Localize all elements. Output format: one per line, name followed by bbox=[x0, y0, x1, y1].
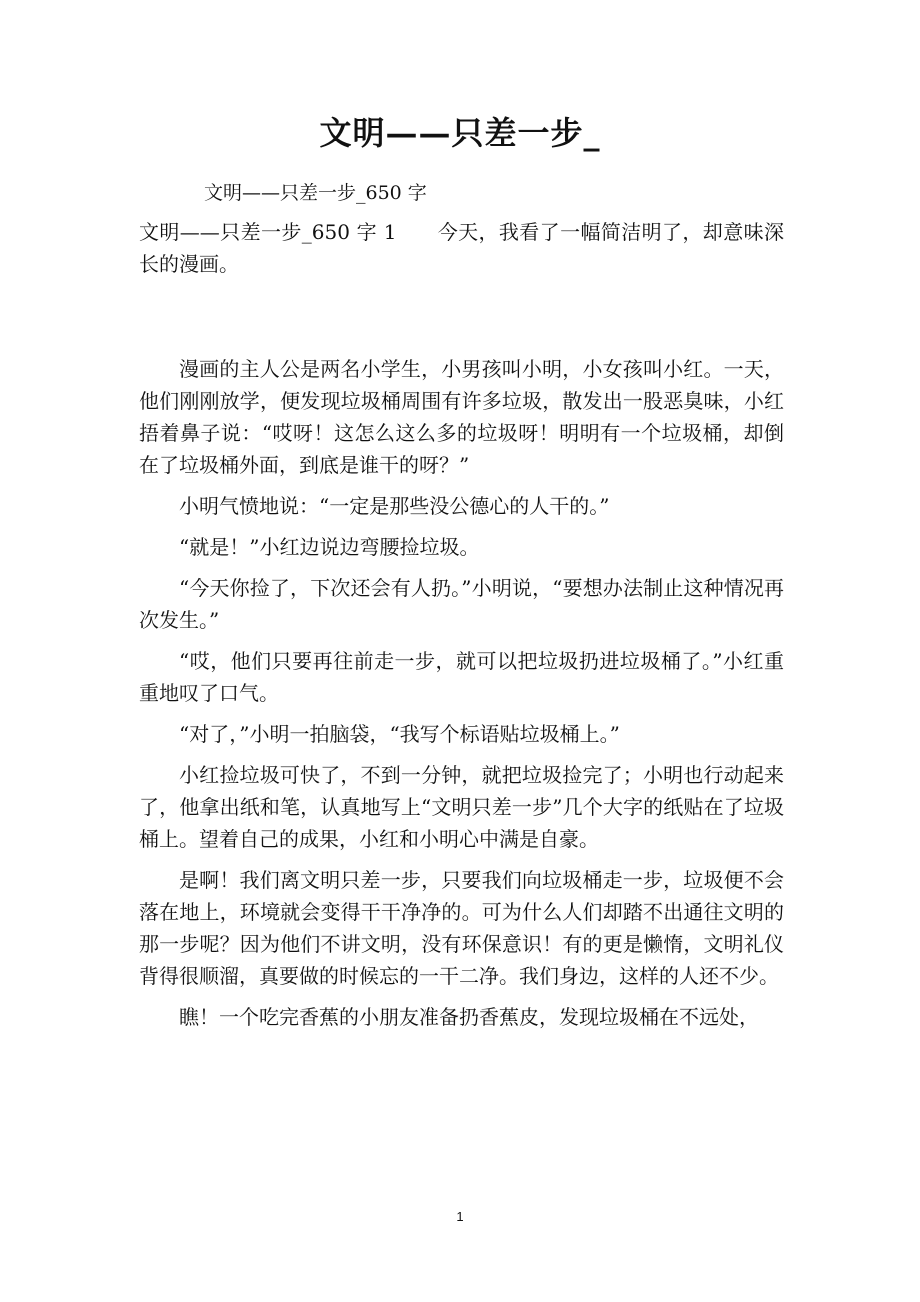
intro-paragraph: 文明——只差一步_650 字 1 今天，我看了一幅简洁明了，却意味深长的漫画。 bbox=[139, 220, 784, 276]
page-number: 1 bbox=[456, 1209, 464, 1224]
body-paragraph: “就是！”小红边说边弯腰捡垃圾。 bbox=[179, 535, 480, 559]
body-paragraph: “今天你捡了，下次还会有人扔。”小明说，“要想办法制止这种情况再次发生。” bbox=[139, 576, 784, 632]
document-subtitle: 文明——只差一步_650 字 bbox=[204, 182, 427, 204]
body-paragraph: 瞧！一个吃完香蕉的小朋友准备扔香蕉皮，发现垃圾桶在不远处， bbox=[179, 1005, 759, 1029]
document-title: 文明——只差一步_ bbox=[319, 114, 601, 152]
paragraph-gap bbox=[139, 280, 784, 353]
body-paragraph: 小明气愤地说：“一定是那些没公德心的人干的。” bbox=[179, 494, 610, 518]
document-body bbox=[139, 216, 784, 1042]
body-paragraph: 是啊！我们离文明只差一步，只要我们向垃圾桶走一步，垃圾便不会落在地上，环境就会变得干干净净的。可为什么人们却踏不出通往文明的那一步呢？因为他们不讲文明，没有环保意识！有的更是懒惰，文明礼仪背得很顺溜，真要做的时候忘的一干二净。我们身边，这样的人还不少。 bbox=[139, 868, 784, 988]
body-paragraph: “对了，”小明一拍脑袋，“我写个标语贴垃圾桶上。” bbox=[179, 722, 620, 746]
body-paragraph: 漫画的主人公是两名小学生，小男孩叫小明，小女孩叫小红。一天，他们刚刚放学，便发现垃圾桶周围有许多垃圾，散发出一股恶臭味，小红捂着鼻子说：“哎呀！这怎么这么多的垃圾呀！明明有一个垃圾桶，却倒在了垃圾桶外面，到底是谁干的呀？” bbox=[139, 357, 784, 477]
body-paragraph: “哎，他们只要再往前走一步，就可以把垃圾扔进垃圾桶了。”小红重重地叹了口气。 bbox=[139, 649, 784, 705]
body-paragraph: 小红捡垃圾可快了，不到一分钟，就把垃圾捡完了；小明也行动起来了，他拿出纸和笔，认真地写上“文明只差一步”几个大字的纸贴在了垃圾桶上。望着自己的成果，小红和小明心中满是自豪。 bbox=[139, 763, 784, 851]
